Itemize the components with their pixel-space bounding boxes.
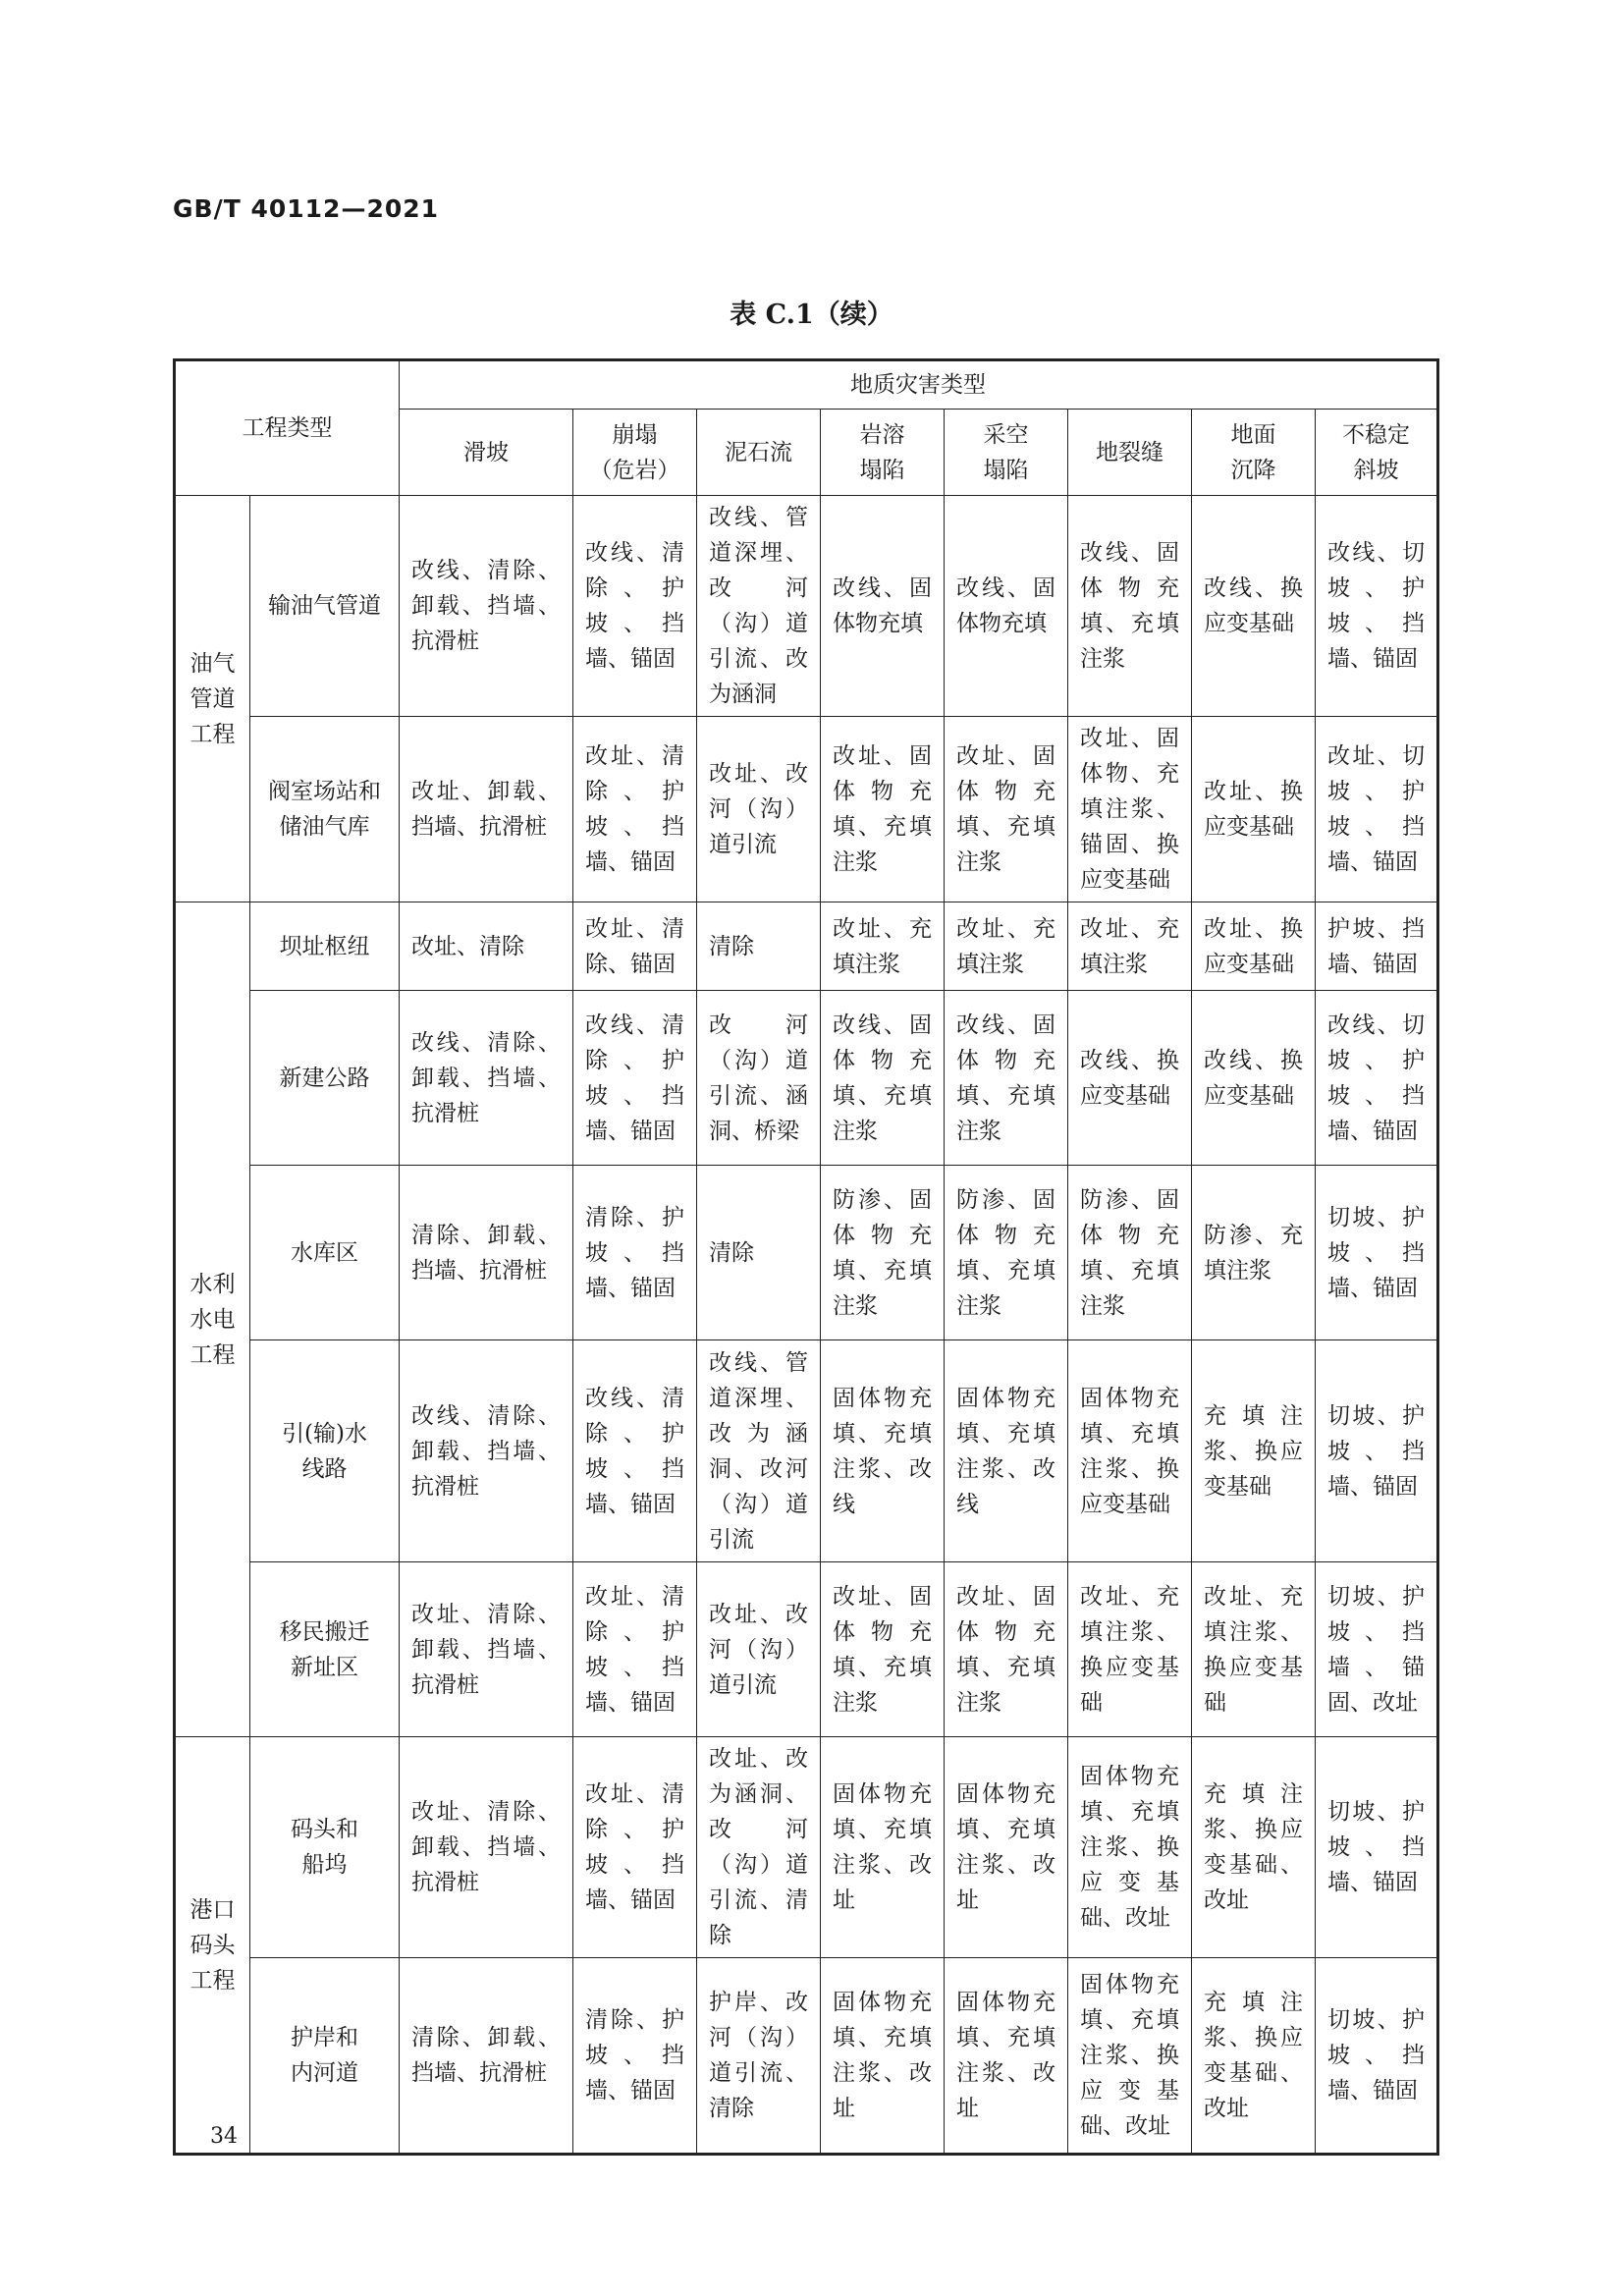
measure-cell: 切坡、护坡、挡墙、锚固、改址 (1316, 1562, 1438, 1737)
measure-cell: 充填注浆、换应变基础 (1192, 1340, 1316, 1562)
measure-cell: 防渗、固体物充填、充填注浆 (821, 1166, 945, 1340)
measure-cell: 改线、管道深埋、改河（沟）道引流、改为涵洞 (697, 496, 821, 717)
hazard-column-header: 滑坡 (400, 410, 573, 496)
measure-cell: 改址、充填注浆、换应变基础 (1068, 1562, 1192, 1737)
measure-cell: 改址、充填注浆 (945, 902, 1068, 991)
measure-cell: 改址、充填注浆 (821, 902, 945, 991)
table-row (175, 1340, 1438, 1562)
hazard-type-header: 地质灾害类型 (400, 360, 1438, 410)
project-subtype: 护岸和 内河道 (250, 1958, 400, 2155)
measure-cell: 改址、固体物、充填注浆、锚固、换应变基础 (1068, 717, 1192, 902)
hazard-column-header: 泥石流 (697, 410, 821, 496)
measure-cell: 改址、清除、卸载、挡墙、抗滑桩 (400, 1737, 573, 1958)
measures-table (173, 358, 1439, 2156)
measure-cell: 切坡、护坡、挡墙、锚固 (1316, 1340, 1438, 1562)
table-row (175, 717, 1438, 902)
measure-cell: 改线、清除、护坡、挡墙、锚固 (573, 1340, 697, 1562)
measure-cell: 改线、清除、护坡、挡墙、锚固 (573, 991, 697, 1166)
measure-cell: 固体物充填、充填注浆、改线 (945, 1340, 1068, 1562)
project-type-header: 工程类型 (175, 360, 400, 496)
table-row (175, 496, 1438, 717)
measure-cell: 充填注浆、换应变基础、改址 (1192, 1737, 1316, 1958)
project-subtype: 阀室场站和 储油气库 (250, 717, 400, 902)
measure-cell: 改址、固体物充填、充填注浆 (821, 717, 945, 902)
measure-cell: 改址、改为涵洞、改河（沟）道引流、清除 (697, 1737, 821, 1958)
standard-code: GB/T 40112—2021 (173, 194, 440, 223)
measure-cell: 清除、卸载、挡墙、抗滑桩 (400, 1166, 573, 1340)
measure-cell: 改址、清除、卸载、挡墙、抗滑桩 (400, 1562, 573, 1737)
hazard-column-header: 崩塌 （危岩） (573, 410, 697, 496)
measure-cell: 改线、清除、卸载、挡墙、抗滑桩 (400, 496, 573, 717)
project-subtype: 坝址枢纽 (250, 902, 400, 991)
measure-cell: 改址、切坡、护坡、挡墙、锚固 (1316, 717, 1438, 902)
table-title: 表 C.1（续） (730, 300, 893, 330)
measure-cell: 切坡、护坡、挡墙、锚固 (1316, 1737, 1438, 1958)
measure-cell: 改河（沟）道引流、涵洞、桥梁 (697, 991, 821, 1166)
hazard-column-header: 不稳定 斜坡 (1316, 410, 1438, 496)
measure-cell: 改址、卸载、挡墙、抗滑桩 (400, 717, 573, 902)
measure-cell: 改址、换应变基础 (1192, 717, 1316, 902)
project-subtype: 码头和 船坞 (250, 1737, 400, 1958)
measure-cell: 改址、充填注浆 (1068, 902, 1192, 991)
measure-cell: 清除、护坡、挡墙、锚固 (573, 1958, 697, 2155)
hazard-column-header: 采空 塌陷 (945, 410, 1068, 496)
table-row (175, 1562, 1438, 1737)
measure-cell: 清除、护坡、挡墙、锚固 (573, 1166, 697, 1340)
hazard-column-header: 岩溶 塌陷 (821, 410, 945, 496)
measure-cell: 改线、管道深埋、改为涵洞、改河（沟）道引流 (697, 1340, 821, 1562)
measure-cell: 充填注浆、换应变基础、改址 (1192, 1958, 1316, 2155)
measure-cell: 改线、固体物充填 (821, 496, 945, 717)
measure-cell: 清除 (697, 1166, 821, 1340)
project-subtype: 移民搬迁 新址区 (250, 1562, 400, 1737)
hazard-column-header: 地面 沉降 (1192, 410, 1316, 496)
measure-cell: 改址、改河（沟）道引流 (697, 717, 821, 902)
measure-cell: 防渗、固体物充填、充填注浆 (945, 1166, 1068, 1340)
measure-cell: 固体物充填、充填注浆、改址 (945, 1737, 1068, 1958)
measure-cell: 清除 (697, 902, 821, 991)
project-group-label: 水利 水电 工程 (175, 902, 250, 1737)
table-row (175, 1958, 1438, 2155)
measure-cell: 改线、固体物充填 (945, 496, 1068, 717)
project-subtype: 新建公路 (250, 991, 400, 1166)
project-subtype: 水库区 (250, 1166, 400, 1340)
measure-cell: 改线、固体物充填、充填注浆 (945, 991, 1068, 1166)
measure-cell: 切坡、护坡、挡墙、锚固 (1316, 1958, 1438, 2155)
measure-cell: 改线、固体物充填、充填注浆 (821, 991, 945, 1166)
measure-cell: 固体物充填、充填注浆、换应变基础 (1068, 1340, 1192, 1562)
measure-cell: 改线、换应变基础 (1192, 991, 1316, 1166)
project-subtype: 输油气管道 (250, 496, 400, 717)
measure-cell: 改址、清除 (400, 902, 573, 991)
measure-cell: 改线、换应变基础 (1192, 496, 1316, 717)
measure-cell: 护坡、挡墙、锚固 (1316, 902, 1438, 991)
measure-cell: 改线、固体物充填、充填注浆 (1068, 496, 1192, 717)
measure-cell: 防渗、固体物充填、充填注浆 (1068, 1166, 1192, 1340)
hazard-column-header: 地裂缝 (1068, 410, 1192, 496)
measure-cell: 改址、充填注浆、换应变基础 (1192, 1562, 1316, 1737)
measure-cell: 切坡、护坡、挡墙、锚固 (1316, 1166, 1438, 1340)
project-group-label: 港口 码头 工程 (175, 1737, 250, 2155)
project-group-label: 油气 管道 工程 (175, 496, 250, 902)
measure-cell: 改址、清除、护坡、挡墙、锚固 (573, 1562, 697, 1737)
measure-cell: 改线、切坡、护坡、挡墙、锚固 (1316, 991, 1438, 1166)
measure-cell: 改址、固体物充填、充填注浆 (821, 1562, 945, 1737)
measure-cell: 改址、清除、护坡、挡墙、锚固 (573, 717, 697, 902)
measure-cell: 固体物充填、充填注浆、改址 (945, 1958, 1068, 2155)
measure-cell: 固体物充填、充填注浆、改址 (821, 1958, 945, 2155)
measure-cell: 清除、卸载、挡墙、抗滑桩 (400, 1958, 573, 2155)
measure-cell: 固体物充填、充填注浆、换应变基础、改址 (1068, 1958, 1192, 2155)
page-number: 34 (210, 2124, 238, 2149)
table-row (175, 991, 1438, 1166)
measure-cell: 防渗、充填注浆 (1192, 1166, 1316, 1340)
measure-cell: 改址、清除、护坡、挡墙、锚固 (573, 1737, 697, 1958)
measure-cell: 改址、改河（沟）道引流 (697, 1562, 821, 1737)
measure-cell: 改址、换应变基础 (1192, 902, 1316, 991)
measure-cell: 固体物充填、充填注浆、改址 (821, 1737, 945, 1958)
measure-cell: 改线、切坡、护坡、挡墙、锚固 (1316, 496, 1438, 717)
measure-cell: 护岸、改河（沟）道引流、清除 (697, 1958, 821, 2155)
measure-cell: 改线、清除、卸载、挡墙、抗滑桩 (400, 991, 573, 1166)
table-row (175, 1737, 1438, 1958)
measure-cell: 改线、清除、卸载、挡墙、抗滑桩 (400, 1340, 573, 1562)
table-row (175, 1166, 1438, 1340)
measure-cell: 改址、固体物充填、充填注浆 (945, 717, 1068, 902)
measure-cell: 改线、清除、护坡、挡墙、锚固 (573, 496, 697, 717)
project-subtype: 引(输)水 线路 (250, 1340, 400, 1562)
measure-cell: 固体物充填、充填注浆、改线 (821, 1340, 945, 1562)
table-row (175, 902, 1438, 991)
measure-cell: 改址、清除、锚固 (573, 902, 697, 991)
measure-cell: 改址、固体物充填、充填注浆 (945, 1562, 1068, 1737)
measure-cell: 改线、换应变基础 (1068, 991, 1192, 1166)
measure-cell: 固体物充填、充填注浆、换应变基础、改址 (1068, 1737, 1192, 1958)
